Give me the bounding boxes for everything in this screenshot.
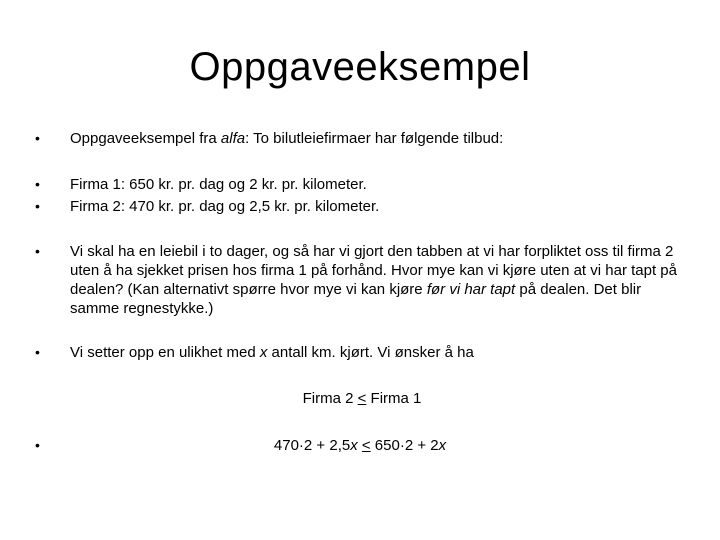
text-fragment: : To bilutleiefirmaer har følgende tilbud: xyxy=(245,130,504,147)
bullet-text-intro xyxy=(70,129,685,148)
bullet-text-firma-2: Firma 2: 470 kr. pr. dag og 2,5 kr. pr. kilometer. xyxy=(70,198,380,215)
text-fragment: Firma 1 xyxy=(366,390,422,407)
inequality-words xyxy=(0,389,720,408)
text-emphasis: alfa xyxy=(220,130,246,147)
less-or-equal-sign: < xyxy=(357,390,367,407)
bullet-marker: • xyxy=(35,130,40,146)
slide-title: Oppgaveeksempel xyxy=(189,45,531,89)
text-fragment: Vi skal ha en leiebil i to dager, og så har vi gjort den tabben at vi har forpliktet oss til firma 2 uten å ha sjekket prisen hos firma 1 på forhånd. Hvor mye kan vi kjøre uten at vi har tapt på dealen? (Kan alternativt spørre hvor mye vi kan kjøre xyxy=(70,243,677,298)
text-fragment: Firma 2 xyxy=(302,390,358,407)
bullet-text-inequality-setup xyxy=(70,343,685,362)
bullet-text-firma-1: Firma 1: 650 kr. pr. dag og 2 kr. pr. kilometer. xyxy=(70,176,367,193)
bullet-marker: • xyxy=(35,176,40,192)
text-emphasis: før vi har tapt xyxy=(426,281,516,298)
text-fragment: antall km. kjørt. Vi ønsker å ha xyxy=(267,344,474,361)
text-emphasis: x xyxy=(259,344,268,361)
text-fragment: Vi setter opp en ulikhet med xyxy=(70,344,260,361)
inequality-math xyxy=(0,436,720,455)
bullet-marker: • xyxy=(35,198,40,214)
less-or-equal-sign: < xyxy=(361,437,371,454)
bullet-marker: • xyxy=(35,437,40,453)
bullet-text-problem xyxy=(70,242,685,318)
text-fragment: på dealen. Det blir samme regnestykke.) xyxy=(70,281,642,317)
text-fragment: 470·2 + 2,5 xyxy=(273,437,351,454)
variable-x: x xyxy=(350,437,358,454)
text-fragment: 650·2 + 2 xyxy=(370,437,439,454)
bullet-marker: • xyxy=(35,243,40,259)
bullet-marker: • xyxy=(35,344,40,360)
text-fragment: Oppgaveeksempel fra xyxy=(70,130,221,147)
variable-x: x xyxy=(438,437,447,454)
